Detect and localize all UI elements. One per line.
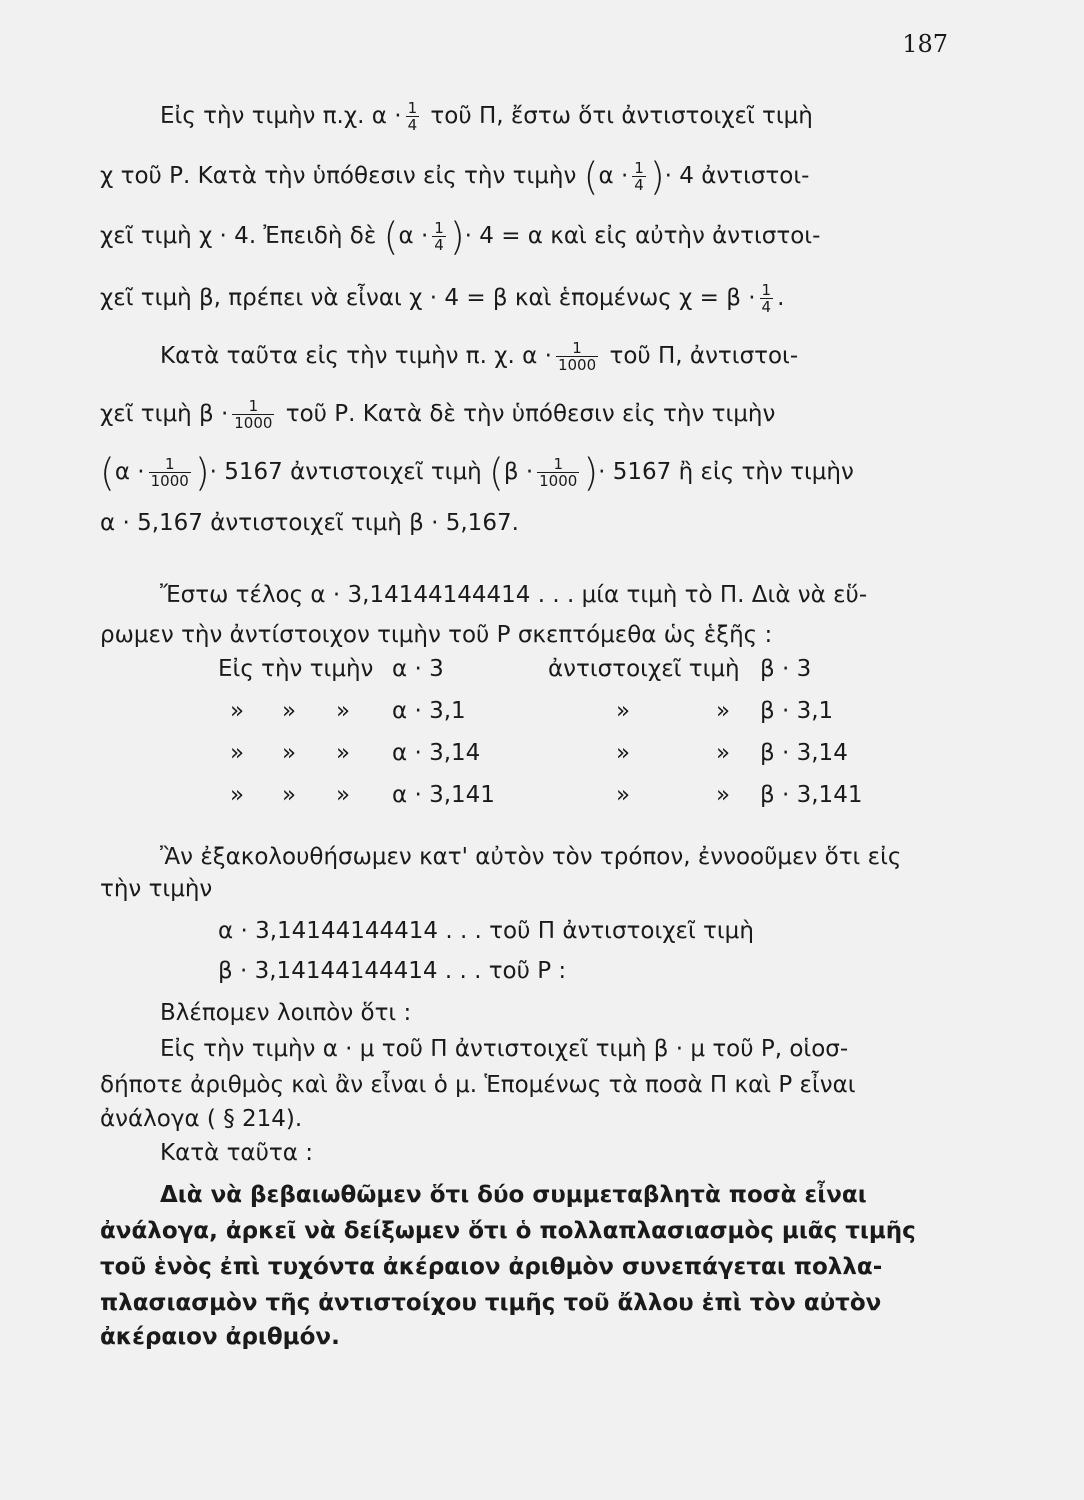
text-line: Εἰς τὴν τιμὴν α · μ τοῦ Π ἀντιστοιχεῖ τιμὴ β · μ τοῦ Ρ, οἱοσ-	[160, 1036, 849, 1062]
text-line: β · 3,14144144414 . . . τοῦ Ρ :	[218, 958, 567, 984]
ditto-mark: »	[616, 740, 631, 766]
text-line: α · 5,167 ἀντιστοιχεῖ τιμὴ β · 5,167.	[100, 510, 519, 536]
text-line: δήποτε ἀριθμὸς καὶ ἂν εἶναι ὁ μ. Ἑπομένως τὰ ποσὰ Π καὶ Ρ εἶναι	[100, 1072, 856, 1098]
rule-text-line: Διὰ νὰ βεβαιωθῶμεν ὅτι δύο συμμεταβλητὰ ποσὰ εἶναι	[160, 1182, 867, 1208]
ditto-mark: »	[716, 698, 731, 724]
fraction: $\frac{1}{4}$	[761, 281, 772, 316]
text-line: τὴν τιμὴν	[100, 876, 213, 902]
table-cell-beta: β · 3,1	[760, 698, 834, 724]
ditto-mark: »	[336, 740, 351, 766]
text-line: Ἂν ἐξακολουθήσωμεν κατ' αὐτὸν τὸν τρόπον, ἐννοοῦμεν ὅτι εἰς	[160, 844, 902, 870]
text-line: (α · $\frac{1}{1000}$ )· 5167 ἀντιστοιχεῖ τιμὴ (β · $\frac{1}{1000}$ )· 5167 ἢ εἰς τὴν τιμὴν	[100, 450, 854, 495]
table-head-a: Εἰς τὴν τιμὴν	[218, 656, 374, 682]
table-cell-beta: β · 3,14	[760, 740, 848, 766]
table-cell-alpha: α · 3,1	[392, 698, 466, 724]
text-line: α · 3,14144144414 . . . τοῦ Π ἀντιστοιχεῖ τιμὴ	[218, 918, 754, 944]
table-cell-alpha: α · 3,14	[392, 740, 481, 766]
rule-text-line: τοῦ ἑνὸς ἐπὶ τυχόντα ἀκέραιον ἀριθμὸν συνεπάγεται πολλα-	[100, 1254, 883, 1280]
table-cell-beta: β · 3,141	[760, 782, 863, 808]
fraction: $\frac{1}{1000}$	[557, 339, 597, 374]
fraction: $\frac{1}{4}$	[434, 219, 444, 254]
ditto-mark: »	[336, 782, 351, 808]
ditto-mark: »	[336, 698, 351, 724]
text-line: Βλέπομεν λοιπὸν ὅτι :	[160, 1000, 412, 1026]
text-line: χεῖ τιμὴ β, πρέπει νὰ εἶναι χ · 4 = β καὶ ἑπομένως χ = β · $\frac{1}{4}$ .	[100, 281, 785, 316]
fraction: $\frac{1}{4}$	[407, 99, 418, 134]
rule-text-line: ἀνάλογα, ἀρκεῖ νὰ δείξωμεν ὅτι ὁ πολλαπλασιασμὸς μιᾶς τιμῆς	[100, 1218, 916, 1244]
text-line: ἀνάλογα ( § 214).	[100, 1106, 303, 1132]
fraction: $\frac{1}{4}$	[634, 159, 644, 194]
page-number: 187	[902, 30, 948, 58]
text-line: Κατὰ ταῦτα εἰς τὴν τιμὴν π. χ. α · $\frac{1}{1000}$ τοῦ Π, ἀντιστοι-	[160, 339, 799, 374]
text-line: ρωμεν τὴν ἀντίστοιχον τιμὴν τοῦ Ρ σκεπτόμεθα ὡς ἑξῆς :	[100, 622, 773, 648]
ditto-mark: »	[282, 740, 297, 766]
ditto-mark: »	[230, 740, 245, 766]
ditto-mark: »	[616, 698, 631, 724]
fraction: $\frac{1}{1000}$	[234, 397, 273, 432]
text-line: χ τοῦ Ρ. Κατὰ τὴν ὑπόθεσιν εἰς τὴν τιμὴν (α · $\frac{1}{4}$ )· 4 ἀντιστοι-	[100, 154, 810, 199]
rule-text-line: ἀκέραιον ἀριθμόν.	[100, 1324, 340, 1350]
text-line: Εἰς τὴν τιμὴν π.χ. α · $\frac{1}{4}$ τοῦ Π, ἔστω ὅτι ἀντιστοιχεῖ τιμὴ	[160, 99, 813, 134]
table-cell-beta: β · 3	[760, 656, 812, 682]
text-line: Ἔστω τέλος α · 3,14144144414 . . . μία τιμὴ τὸ Π. Διὰ νὰ εὕ-	[160, 582, 868, 608]
table-cell-alpha: α · 3	[392, 656, 444, 682]
text-line: Κατὰ ταῦτα :	[160, 1140, 313, 1166]
table-cell-alpha: α · 3,141	[392, 782, 495, 808]
ditto-mark: »	[716, 782, 731, 808]
ditto-mark: »	[716, 740, 731, 766]
ditto-mark: »	[616, 782, 631, 808]
ditto-mark: »	[230, 782, 245, 808]
table-head-b: ἀντιστοιχεῖ τιμὴ	[548, 656, 740, 682]
fraction: $\frac{1}{1000}$	[539, 455, 578, 490]
text-line: χεῖ τιμὴ β · $\frac{1}{1000}$ τοῦ Ρ. Κατὰ δὲ τὴν ὑπόθεσιν εἰς τὴν τιμὴν	[100, 397, 776, 432]
rule-text-line: πλασιασμὸν τῆς ἀντιστοίχου τιμῆς τοῦ ἄλλου ἐπὶ τὸν αὐτὸν	[100, 1290, 882, 1316]
ditto-mark: »	[282, 782, 297, 808]
ditto-mark: »	[282, 698, 297, 724]
ditto-mark: »	[230, 698, 245, 724]
fraction: $\frac{1}{1000}$	[150, 455, 189, 490]
text-line: χεῖ τιμὴ χ · 4. Ἐπειδὴ δὲ (α · $\frac{1}{4}$ )· 4 = α καὶ εἰς αὐτὴν ἀντιστοι-	[100, 214, 821, 259]
